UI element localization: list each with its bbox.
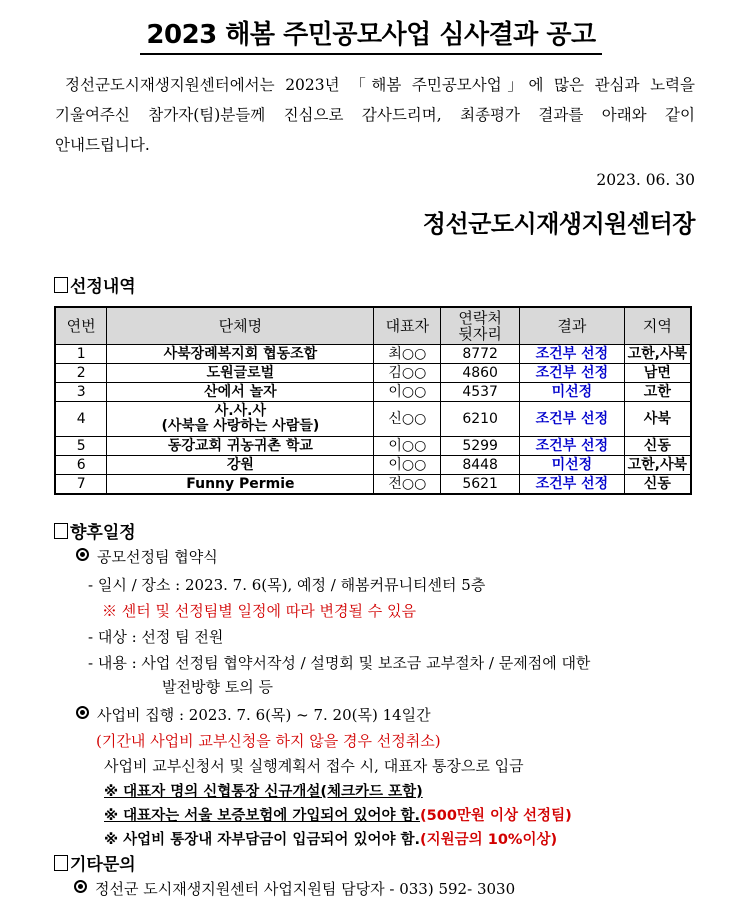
section-contact-heading xyxy=(54,850,136,875)
agreement-title: 공모선정팀 협약식 xyxy=(97,548,218,566)
note-account: ※ 대표자 명의 신협통장 신규개설(체크카드 포함) xyxy=(104,784,423,800)
header-team: 단체명 xyxy=(107,307,374,345)
table-row xyxy=(55,383,691,402)
section-schedule-label: 향후일정 xyxy=(70,523,136,543)
cell-phone: 4537 xyxy=(441,383,520,402)
table-row xyxy=(55,402,691,437)
checkbox-square-icon xyxy=(54,855,68,871)
cell-region: 신동 xyxy=(624,437,691,456)
cell-rep: 이○○ xyxy=(374,437,441,456)
circle-bullet-icon xyxy=(76,548,89,561)
intro-text: 정선군도시재생지원센터에서는 2023년 「해봄 주민공모사업」에 많은 관심과 노력을 기울여주신 참가자(팀)분들께 진심으로 감사드리며, 최종평가 결과를 아래와 같이 안내드립니다. xyxy=(55,76,695,154)
cell-no: 6 xyxy=(55,456,107,475)
note-selfpay xyxy=(104,828,557,849)
cell-result: 조건부 선정 xyxy=(520,437,625,456)
cell-region: 고한,사북 xyxy=(624,456,691,475)
table-row xyxy=(55,345,691,364)
cell-team: 강원 xyxy=(107,456,374,475)
section-contact-label: 기타문의 xyxy=(70,855,136,875)
cell-team: 사.사.사 (사북을 사랑하는 사람들) xyxy=(107,402,374,437)
contact-text: 정선군 도시재생지원센터 사업지원팀 담당자 - 033) 592- 3030 xyxy=(95,880,516,898)
checkbox-square-icon xyxy=(54,523,68,539)
cell-no: 2 xyxy=(55,364,107,383)
cell-phone: 6210 xyxy=(441,402,520,437)
page-title-text: 2023 해봄 주민공모사업 심사결과 공고 xyxy=(140,14,601,55)
header-result: 결과 xyxy=(520,307,625,345)
cell-team: 산에서 놀자 xyxy=(107,383,374,402)
table-row xyxy=(55,364,691,383)
cell-rep: 이○○ xyxy=(374,456,441,475)
cell-rep: 최○○ xyxy=(374,345,441,364)
cell-phone: 5299 xyxy=(441,437,520,456)
agreement-note: ※ 센터 및 선정팀별 일정에 따라 변경될 수 있음 xyxy=(102,602,416,620)
cell-no: 4 xyxy=(55,402,107,437)
section-schedule-heading xyxy=(54,518,136,543)
note-insurance xyxy=(104,804,572,825)
cell-region: 사북 xyxy=(624,402,691,437)
cell-result: 조건부 선정 xyxy=(520,475,625,495)
header-no: 연번 xyxy=(55,307,107,345)
note-selfpay-main: ※ 사업비 통장내 자부담금이 입금되어 있어야 함. xyxy=(104,832,421,848)
agreement-content-2: 발전방향 토의 등 xyxy=(162,678,273,696)
circle-bullet-icon xyxy=(74,880,87,893)
cell-result: 조건부 선정 xyxy=(520,345,625,364)
cell-region: 고한,사북 xyxy=(624,345,691,364)
cell-phone: 8772 xyxy=(441,345,520,364)
cell-no: 5 xyxy=(55,437,107,456)
cell-rep: 신○○ xyxy=(374,402,441,437)
cell-no: 7 xyxy=(55,475,107,495)
section-selection-heading xyxy=(54,272,136,297)
cell-result: 미선정 xyxy=(520,383,625,402)
table-row xyxy=(55,475,691,495)
note-insurance-red: (500만원 이상 선정팀) xyxy=(420,808,572,824)
cell-rep: 전○○ xyxy=(374,475,441,495)
cell-team: 도원글로벌 xyxy=(107,364,374,383)
header-rep: 대표자 xyxy=(374,307,441,345)
header-region: 지역 xyxy=(624,307,691,345)
cell-phone: 4860 xyxy=(441,364,520,383)
budget-title: 사업비 집행 : 2023. 7. 6(목) ~ 7. 20(목) 14일간 xyxy=(97,706,431,724)
budget-warning: (기간내 사업비 교부신청을 하지 않을 경우 선정취소) xyxy=(96,732,441,750)
cell-team: 동강교회 귀농귀촌 학교 xyxy=(107,437,374,456)
organization-name: 정선군도시재생지원센터장 xyxy=(422,210,695,238)
checkbox-square-icon xyxy=(54,277,68,293)
cell-region: 남면 xyxy=(624,364,691,383)
cell-result: 조건부 선정 xyxy=(520,364,625,383)
cell-no: 1 xyxy=(55,345,107,364)
cell-result: 미선정 xyxy=(520,456,625,475)
page-title xyxy=(0,14,742,55)
cell-phone: 5621 xyxy=(441,475,520,495)
budget-item xyxy=(76,704,431,725)
cell-phone: 8448 xyxy=(441,456,520,475)
intro-paragraph xyxy=(55,70,695,160)
table-row xyxy=(55,437,691,456)
cell-no: 3 xyxy=(55,383,107,402)
circle-bullet-icon xyxy=(76,706,89,719)
note-insurance-main: ※ 대표자는 서울 보증보험에 가입되어 있어야 함. xyxy=(104,808,421,824)
section-selection-label: 선정내역 xyxy=(70,277,136,297)
table-row xyxy=(55,456,691,475)
header-phone: 연락처 뒷자리 xyxy=(441,307,520,345)
table-header-row xyxy=(55,307,691,345)
contact-item xyxy=(74,878,515,899)
cell-rep: 이○○ xyxy=(374,383,441,402)
agreement-content-1: - 내용 : 사업 선정팀 협약서작성 / 설명회 및 보조금 교부절차 / 문제점에 대한 xyxy=(88,654,591,672)
note-selfpay-red: (지원금의 10%이상) xyxy=(420,832,558,848)
cell-rep: 김○○ xyxy=(374,364,441,383)
agreement-datetime: - 일시 / 장소 : 2023. 7. 6(목), 예정 / 해봄커뮤니티센터 5층 xyxy=(88,576,486,594)
cell-region: 신동 xyxy=(624,475,691,495)
agreement-item xyxy=(76,546,218,567)
selection-table xyxy=(54,306,692,495)
notice-date: 2023. 06. 30 xyxy=(596,171,695,189)
cell-team: Funny Permie xyxy=(107,475,374,495)
cell-result: 조건부 선정 xyxy=(520,402,625,437)
budget-desc: 사업비 교부신청서 및 실행계획서 접수 시, 대표자 통장으로 입금 xyxy=(104,757,524,775)
cell-team: 사북장례복지회 협동조합 xyxy=(107,345,374,364)
cell-region: 고한 xyxy=(624,383,691,402)
agreement-target: - 대상 : 선정 팀 전원 xyxy=(88,628,224,646)
